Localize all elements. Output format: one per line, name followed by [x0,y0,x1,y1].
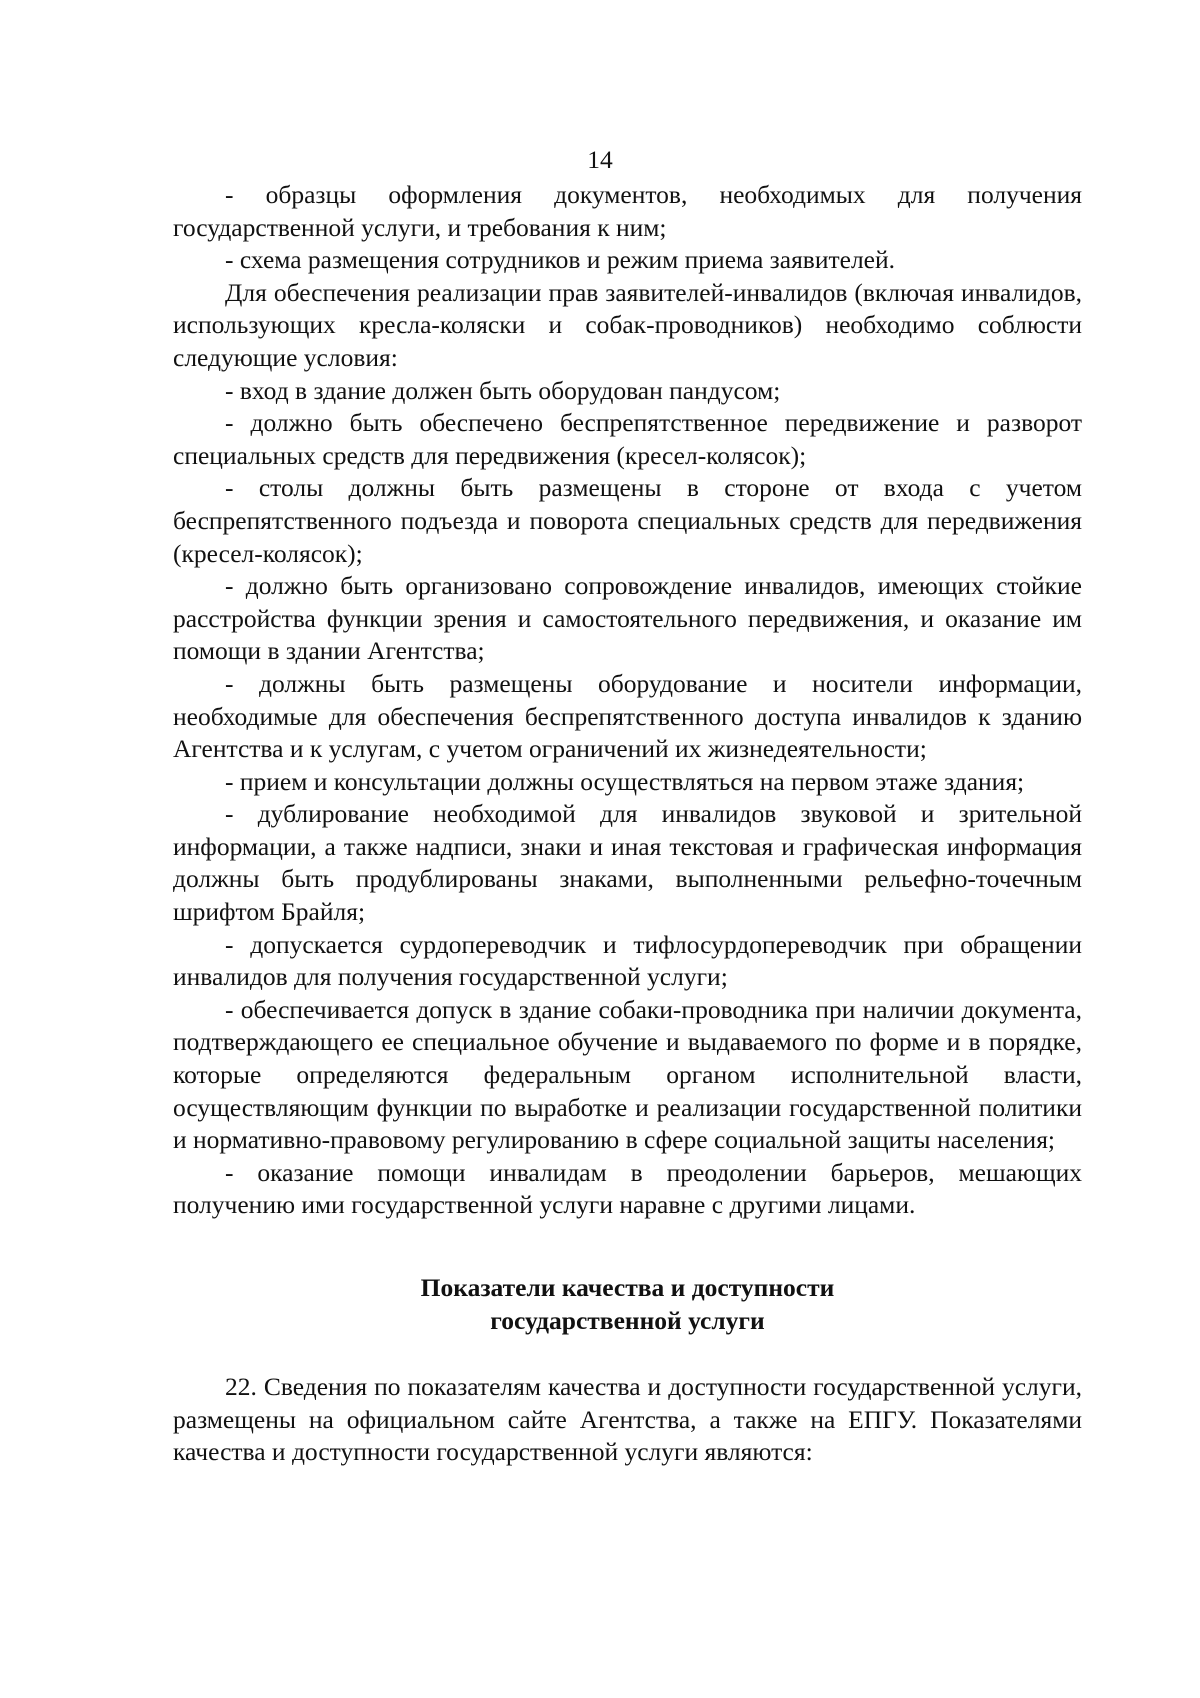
paragraph-ramp: - вход в здание должен быть оборудован пандусом; [225,375,781,405]
section-heading [173,1272,1082,1337]
paragraph-barriers: - оказание помощи инвалидам в преодолении барьеров, мешающих получению ими государственной услуги наравне с другими лицами. [173,1157,1082,1220]
paragraph-disabled-rights-intro: Для обеспечения реализации прав заявителей-инвалидов (включая инвалидов, использующих кресла-коляски и собак-проводников) необходимо соблюсти следующие условия: [173,277,1082,372]
section-heading-line-1: Показатели качества и доступности [420,1273,835,1302]
paragraph-escort: - должно быть организовано сопровождение инвалидов, имеющих стойкие расстройства функции зрения и самостоятельного передвижения, и оказание им помощи в здании Агентства; [173,571,1082,666]
paragraph-guide-dog: - обеспечивается допуск в здание собаки-проводника при наличии документа, подтверждающего ее специальное обучение и выдаваемого по форме и в порядке, которые определяются федеральным органом исполнительной власти, осуществляющим функции по выработке и реализации государственной политики и нормативно-правовому регулированию в сфере социальной защиты населения; [173,994,1082,1155]
paragraph-sample-forms: - образцы оформления документов, необходимых для получения государственной услуги, и требования к ним; [173,180,1082,242]
paragraph-interpreter: - допускается сурдопереводчик и тифлосурдопереводчик при обращении инвалидов для получения государственной услуги; [173,929,1082,992]
paragraph-equipment: - должны быть размещены оборудование и носители информации, необходимые для обеспечения беспрепятственного доступа инвалидов к зданию Агентства и к услугам, с учетом ограничений их жизнедеятельности; [173,668,1082,764]
paragraph-tables: - столы должны быть размещены в стороне от входа с учетом беспрепятственного подъезда и поворота специальных средств для передвижения (кресел-колясок); [173,473,1082,568]
paragraph-movement: - должно быть обеспечено беспрепятственное передвижение и разворот специальных средств для передвижения (кресел-колясок); [173,408,1082,470]
paragraph-item-22: 22. Сведения по показателям качества и доступности государственной услуги, размещены на официальном сайте Агентства, а также на ЕПГУ. Показателями качества и доступности государственной услуги являются: [173,1372,1082,1467]
paragraph-first-floor: - прием и консультации должны осуществляться на первом этаже здания; [225,766,1025,796]
page-number: 14 [587,145,613,174]
paragraph-staff-scheme: - схема размещения сотрудников и режим приема заявителей. [225,245,896,275]
paragraph-braille: - дублирование необходимой для инвалидов звуковой и зрительной информации, а также надписи, знаки и иная текстовая и графическая информация должны быть продублированы знаками, выполненными рельефно-точечным шрифтом Брайля; [173,799,1082,927]
section-heading-line-2: государственной услуги [490,1305,765,1335]
document-body [173,179,1082,1469]
